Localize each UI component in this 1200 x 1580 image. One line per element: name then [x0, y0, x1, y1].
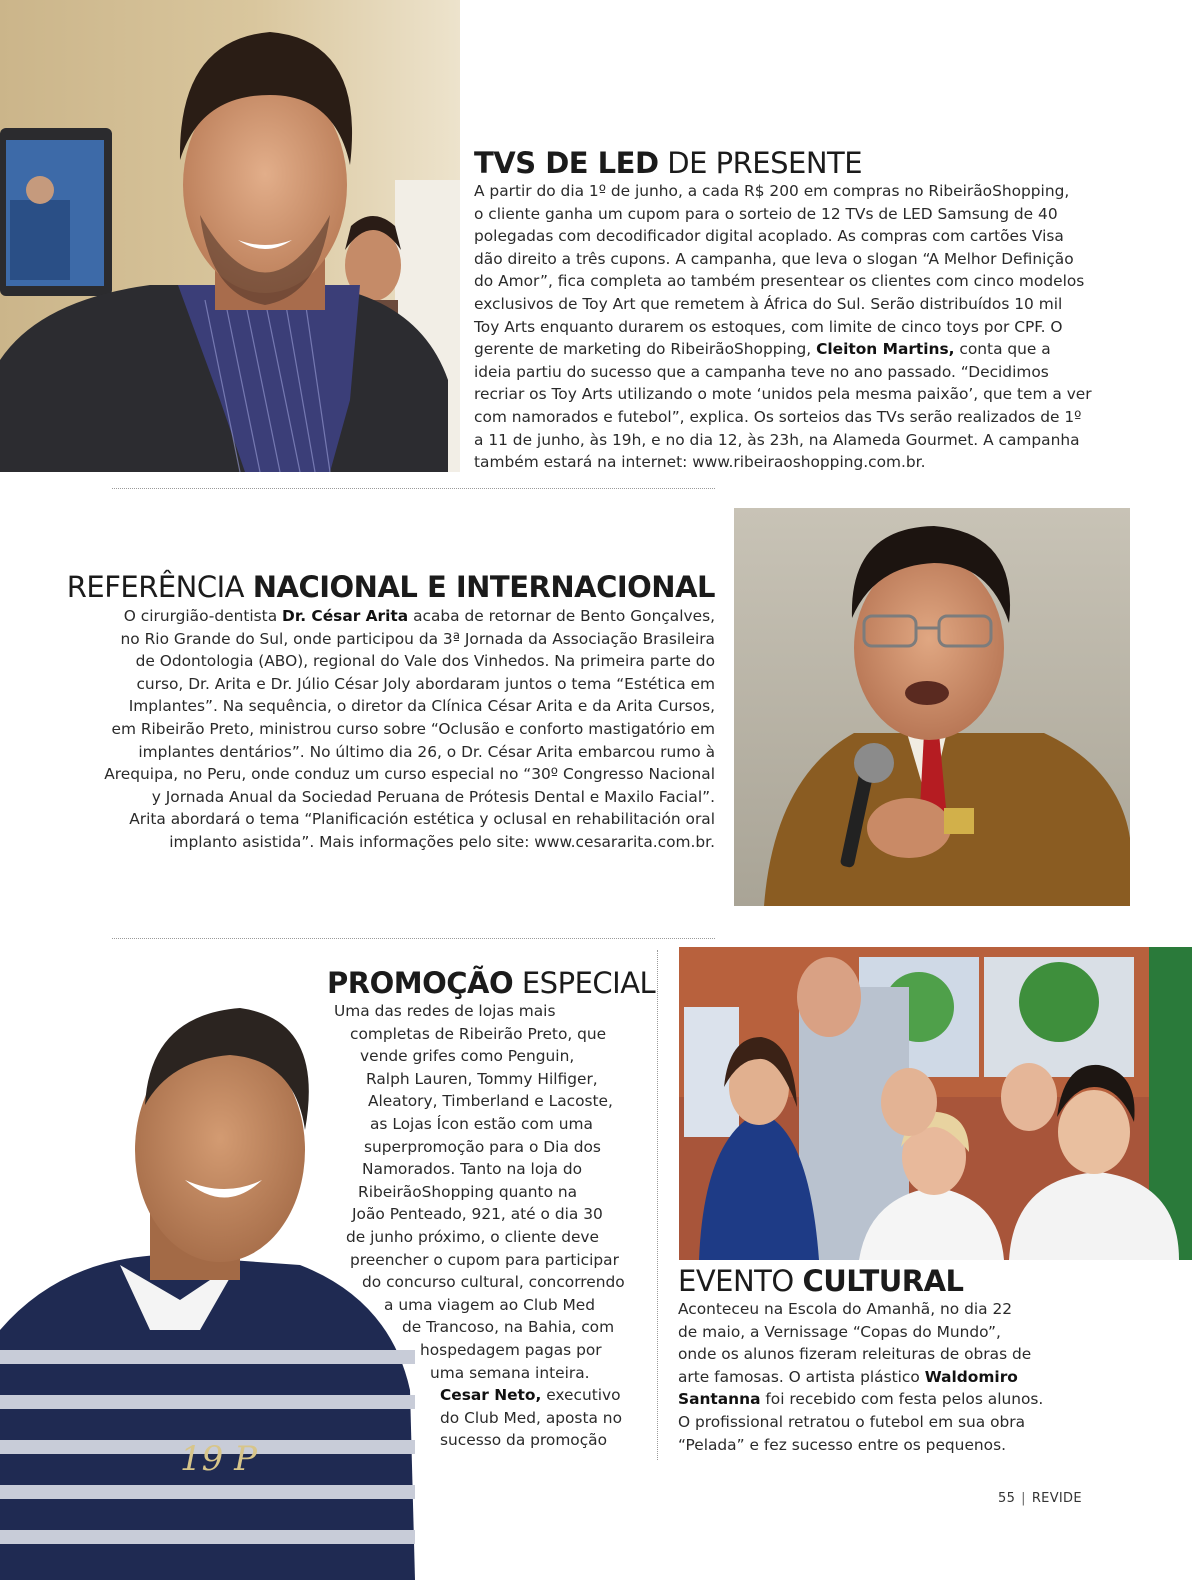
text-run: de Odontologia (ABO), regional do Vale dos Vinhedos. Na primeira parte do — [135, 652, 715, 671]
text-run: Aconteceu na Escola do Amanhã, no dia 22 — [678, 1300, 1013, 1318]
text-line — [678, 1434, 1043, 1457]
article-3-body — [320, 1000, 625, 1452]
svg-text:19 P: 19 P — [180, 1439, 257, 1479]
page-footer — [998, 1491, 1082, 1506]
text-line — [474, 180, 1092, 203]
text-line — [320, 1068, 625, 1091]
text-line — [104, 808, 715, 831]
text-run: do concurso cultural, concorrendo — [362, 1273, 625, 1292]
text-line — [474, 293, 1092, 316]
article-1-body — [474, 180, 1092, 474]
text-run: O cirurgião-dentista — [123, 607, 283, 625]
article-4-title: EVENTO CULTURAL — [678, 1264, 964, 1298]
text-run: completas de Ribeirão Preto, que — [350, 1024, 607, 1043]
text-line — [104, 786, 715, 809]
text-line — [320, 1090, 625, 1113]
text-run: Arequipa, no Peru, onde conduz um curso especial no “30º Congresso Nacional — [104, 765, 715, 784]
text-line — [474, 429, 1092, 452]
text-run: Ralph Lauren, Tommy Hilfiger, — [366, 1069, 598, 1088]
text-line — [320, 1339, 625, 1362]
text-run: hospedagem pagas por — [420, 1340, 602, 1359]
text-run: polegadas com decodificador digital acoplado. As compras com cartões Visa — [474, 227, 1064, 246]
footer-separator: | — [1021, 1491, 1026, 1506]
text-line — [320, 1384, 625, 1407]
text-run: O profissional retratou o futebol em sua obra — [678, 1412, 1026, 1431]
text-line — [474, 203, 1092, 226]
text-line — [474, 406, 1092, 429]
article-2-body — [104, 605, 715, 854]
text-line — [320, 1249, 625, 1272]
text-run: sucesso da promoção — [440, 1431, 608, 1450]
highlighted-name: Santanna — [678, 1390, 761, 1409]
text-line — [104, 650, 715, 673]
text-line — [320, 1226, 625, 1249]
text-run: recriar os Toy Arts utilizando o mote ‘unidos pela mesma paixão’, que tem a ver — [474, 385, 1092, 404]
text-line — [104, 741, 715, 764]
text-line — [320, 1429, 625, 1452]
text-line — [678, 1388, 1043, 1411]
text-line — [104, 673, 715, 696]
text-run: vende grifes como Penguin, — [360, 1047, 575, 1066]
text-line — [104, 605, 715, 628]
text-line — [320, 1294, 625, 1317]
text-line — [474, 248, 1092, 271]
magazine-name: REVIDE — [1031, 1491, 1082, 1506]
text-line — [678, 1343, 1043, 1366]
text-run: as Lojas Ícon estão com uma — [370, 1114, 593, 1133]
text-run: ideia partiu do sucesso que a campanha teve no ano passado. “Decidimos — [474, 362, 1049, 381]
text-run: João Penteado, 921, até o dia 30 — [352, 1205, 603, 1224]
text-run: de maio, a Vernissage “Copas do Mundo”, — [678, 1322, 1001, 1341]
text-run: implanto asistida”. Mais informações pelo site: www.cesararita.com.br. — [169, 832, 715, 851]
text-run: em Ribeirão Preto, ministrou curso sobre “Oclusão e conforto mastigatório em — [111, 719, 715, 738]
text-line — [320, 1113, 625, 1136]
article-4-body — [678, 1298, 1043, 1456]
text-run: implantes dentários”. No último dia 26, o Dr. César Arita embarcou rumo à — [138, 742, 715, 761]
text-run: arte famosas. O artista plástico — [678, 1367, 925, 1386]
photo-evento-cultural — [679, 947, 1192, 1260]
text-run: gerente de marketing do RibeirãoShopping, — [474, 340, 817, 359]
text-line — [104, 718, 715, 741]
text-run: Toy Arts enquanto durarem os estoques, com limite de cinco toys por CPF. O — [474, 317, 1063, 336]
section-divider — [112, 488, 715, 489]
text-run: de junho próximo, o cliente deve — [346, 1227, 600, 1246]
text-line — [104, 763, 715, 786]
text-run: também estará na internet: www.ribeiraoshopping.com.br. — [474, 453, 926, 472]
text-run: curso, Dr. Arita e Dr. Júlio César Joly abordaram juntos o tema “Estética em — [136, 674, 715, 693]
text-line — [320, 1000, 625, 1023]
text-run: com namorados e futebol”, explica. Os sorteios das TVs serão realizados de 1º — [474, 407, 1082, 426]
text-run: do Amor”, fica completa ao também presentear os clientes com cinco modelos — [474, 272, 1085, 291]
text-line — [320, 1181, 625, 1204]
column-divider — [657, 950, 658, 1460]
text-line — [474, 338, 1092, 361]
text-line — [678, 1298, 1043, 1321]
text-line — [474, 451, 1092, 474]
text-run: Implantes”. Na sequência, o diretor da Clínica César Arita e da Arita Cursos, — [128, 697, 715, 716]
text-line — [320, 1136, 625, 1159]
text-run: y Jornada Anual da Sociedad Peruana de Prótesis Dental e Maxilo Facial”. — [151, 787, 715, 806]
text-run: conta que a — [954, 340, 1051, 359]
highlighted-name: Dr. César Arita — [282, 607, 409, 625]
text-run: superpromoção para o Dia dos — [364, 1137, 601, 1156]
photo-cesar-arita — [734, 508, 1130, 906]
text-line — [320, 1023, 625, 1046]
text-line — [474, 383, 1092, 406]
text-run: “Pelada” e fez sucesso entre os pequenos. — [678, 1435, 1006, 1454]
text-line — [320, 1203, 625, 1226]
text-line — [474, 316, 1092, 339]
text-line — [320, 1407, 625, 1430]
text-line — [104, 695, 715, 718]
text-line — [320, 1271, 625, 1294]
text-run: Uma das redes de lojas mais — [334, 1002, 556, 1020]
text-run: Arita abordará o tema “Planificación estética y oclusal en rehabilitación oral — [129, 810, 715, 829]
section-divider — [112, 938, 715, 939]
text-run: uma semana inteira. — [430, 1363, 590, 1382]
text-run: a 11 de junho, às 19h, e no dia 12, às 23h, na Alameda Gourmet. A campanha — [474, 430, 1080, 449]
photo-cleiton-martins — [0, 0, 460, 472]
text-run: acaba de retornar de Bento Gonçalves, — [408, 607, 715, 625]
highlighted-name: Cleiton Martins, — [816, 340, 955, 359]
text-line — [320, 1045, 625, 1068]
text-run: dão direito a três cupons. A campanha, que leva o slogan “A Melhor Definição — [474, 249, 1074, 268]
text-run: RibeirãoShopping quanto na — [358, 1182, 578, 1201]
article-1-title: TVS DE LED DE PRESENTE — [474, 146, 863, 180]
text-run: do Club Med, aposta no — [440, 1408, 622, 1427]
text-line — [678, 1321, 1043, 1344]
text-run: foi recebido com festa pelos alunos. — [760, 1390, 1044, 1409]
page-number: 55 — [998, 1491, 1016, 1506]
text-line — [320, 1158, 625, 1181]
highlighted-name: Waldomiro — [924, 1367, 1018, 1386]
text-run: Namorados. Tanto na loja do — [362, 1160, 583, 1179]
article-2-title: REFERÊNCIA NACIONAL E INTERNACIONAL — [66, 570, 715, 604]
text-run: preencher o cupom para participar — [350, 1250, 619, 1269]
text-run: A partir do dia 1º de junho, a cada R$ 200 em compras no RibeirãoShopping, — [474, 182, 1070, 200]
text-line — [104, 628, 715, 651]
text-line — [104, 831, 715, 854]
text-run: a uma viagem ao Club Med — [384, 1295, 596, 1314]
text-run: exclusivos de Toy Art que remetem à África do Sul. Serão distribuídos 10 mil — [474, 294, 1063, 313]
article-3-title: PROMOÇÃO ESPECIAL — [327, 966, 656, 1000]
text-run: onde os alunos fizeram releituras de obras de — [678, 1345, 1032, 1364]
highlighted-name: Cesar Neto, — [440, 1386, 542, 1405]
text-run: de Trancoso, na Bahia, com — [402, 1318, 615, 1337]
text-run: no Rio Grande do Sul, onde participou da 3ª Jornada da Associação Brasileira — [120, 629, 715, 648]
text-run: executivo — [541, 1386, 621, 1405]
text-line — [474, 270, 1092, 293]
text-line — [678, 1411, 1043, 1434]
text-line — [320, 1362, 625, 1385]
text-run: Aleatory, Timberland e Lacoste, — [368, 1092, 613, 1111]
text-line — [320, 1316, 625, 1339]
text-line — [678, 1366, 1043, 1389]
text-run: o cliente ganha um cupom para o sorteio de 12 TVs de LED Samsung de 40 — [474, 204, 1058, 223]
text-line — [474, 361, 1092, 384]
text-line — [474, 225, 1092, 248]
